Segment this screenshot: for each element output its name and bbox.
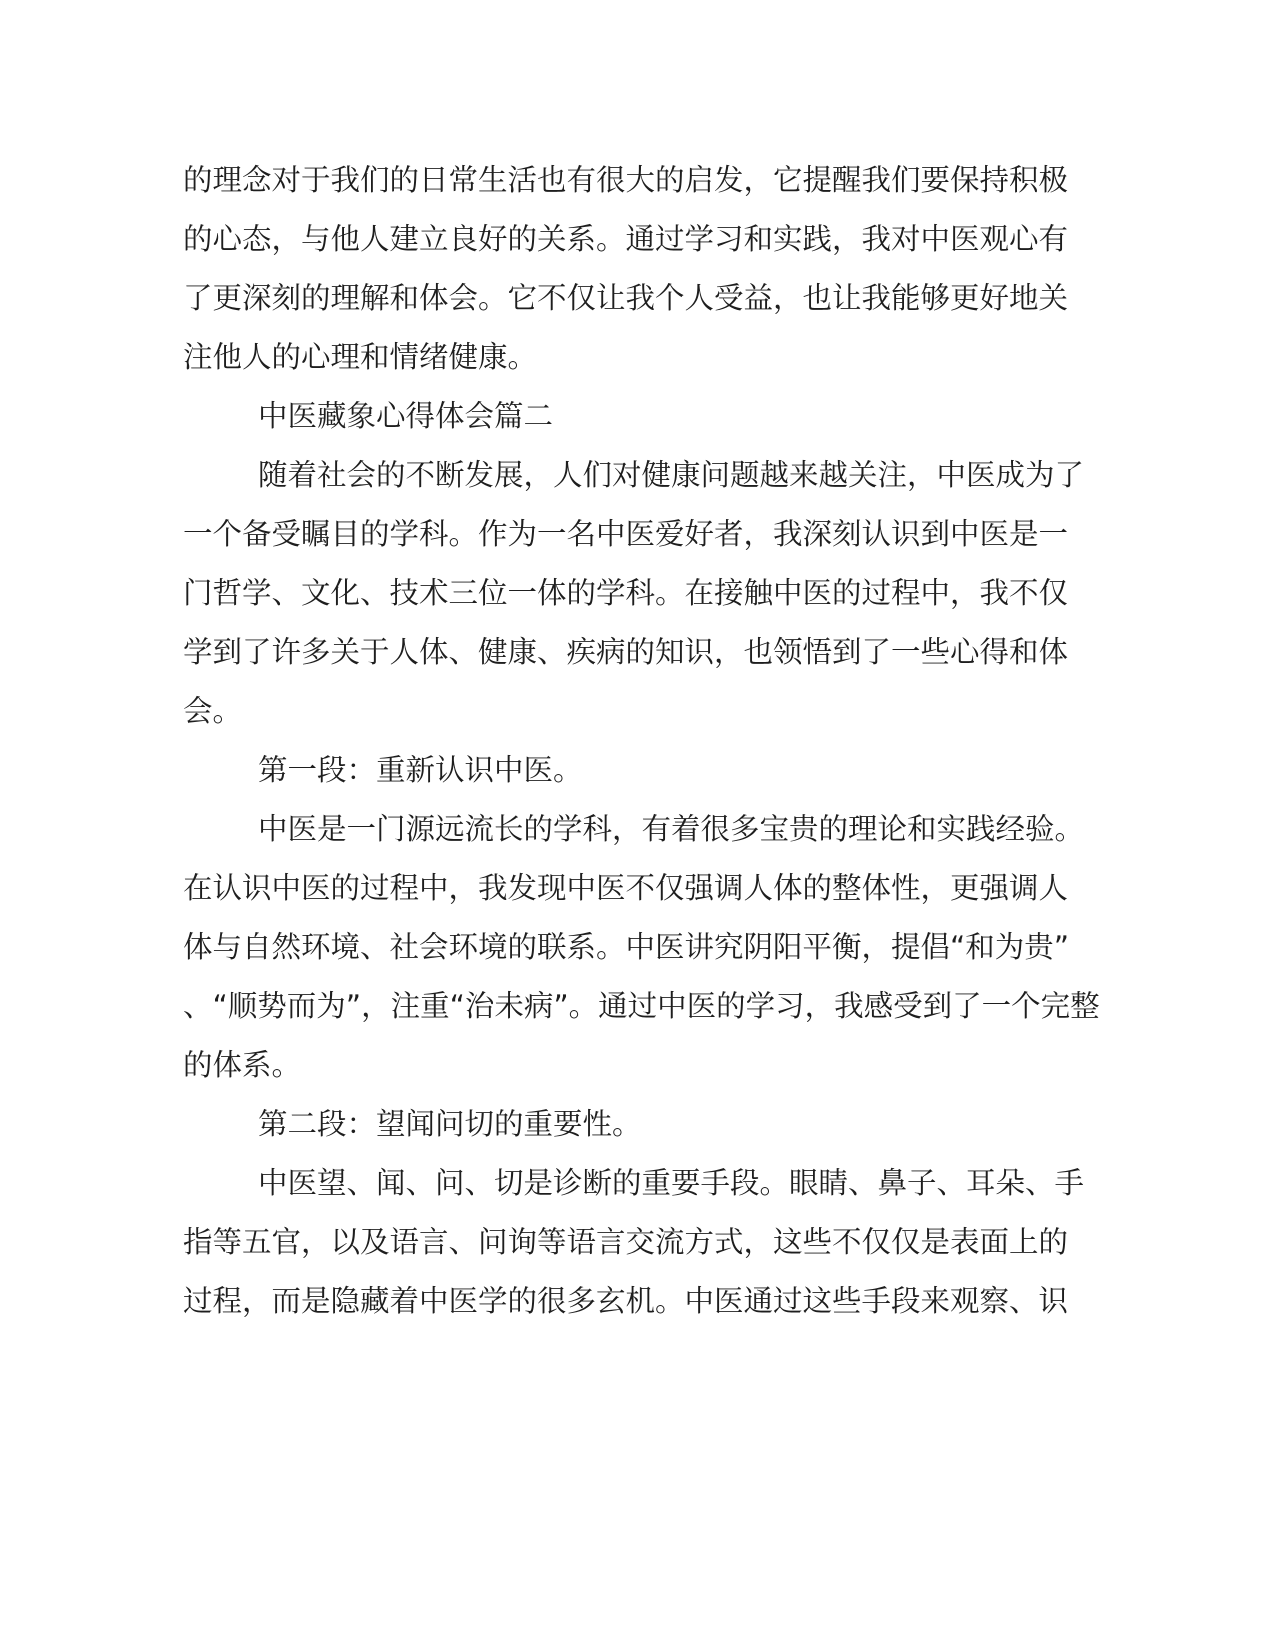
body-text	[183, 0, 1100, 1650]
text-line: 的心态，与他人建立良好的关系。通过学习和实践，我对中医观心有	[183, 222, 1069, 256]
text-line: 过程，而是隐藏着中医学的很多玄机。中医通过这些手段来观察、识	[183, 1284, 1069, 1318]
text-line: 、“顺势而为”，注重“治未病”。通过中医的学习，我感受到了一个完整	[183, 989, 1100, 1023]
section-heading: 中医藏象心得体会篇二	[258, 399, 554, 433]
text-line: 一个备受瞩目的学科。作为一名中医爱好者，我深刻认识到中医是一	[183, 517, 1069, 551]
paragraph-first-line: 随着社会的不断发展，人们对健康问题越来越关注，中医成为了	[258, 458, 1085, 492]
text-line: 了更深刻的理解和体会。它不仅让我个人受益，也让我能够更好地关	[183, 281, 1069, 315]
paragraph-first-line: 中医是一门源远流长的学科，有着很多宝贵的理论和实践经验。	[258, 812, 1085, 846]
text-line: 的体系。	[183, 1048, 302, 1082]
text-line: 学到了许多关于人体、健康、疾病的知识，也领悟到了一些心得和体	[183, 635, 1069, 669]
subsection-heading: 第一段：重新认识中医。	[258, 753, 583, 787]
subsection-heading: 第二段：望闻问切的重要性。	[258, 1107, 642, 1141]
paragraph-first-line: 中医望、闻、问、切是诊断的重要手段。眼睛、鼻子、耳朵、手	[258, 1166, 1085, 1200]
text-line: 的理念对于我们的日常生活也有很大的启发，它提醒我们要保持积极	[183, 163, 1069, 197]
text-line: 门哲学、文化、技术三位一体的学科。在接触中医的过程中，我不仅	[183, 576, 1069, 610]
text-line: 注他人的心理和情绪健康。	[183, 340, 538, 374]
text-line: 会。	[183, 694, 243, 728]
text-line: 体与自然环境、社会环境的联系。中医讲究阴阳平衡，提倡“和为贵”	[183, 930, 1070, 964]
text-line: 在认识中医的过程中，我发现中医不仅强调人体的整体性，更强调人	[183, 871, 1069, 905]
text-line: 指等五官，以及语言、问询等语言交流方式，这些不仅仅是表面上的	[183, 1225, 1069, 1259]
